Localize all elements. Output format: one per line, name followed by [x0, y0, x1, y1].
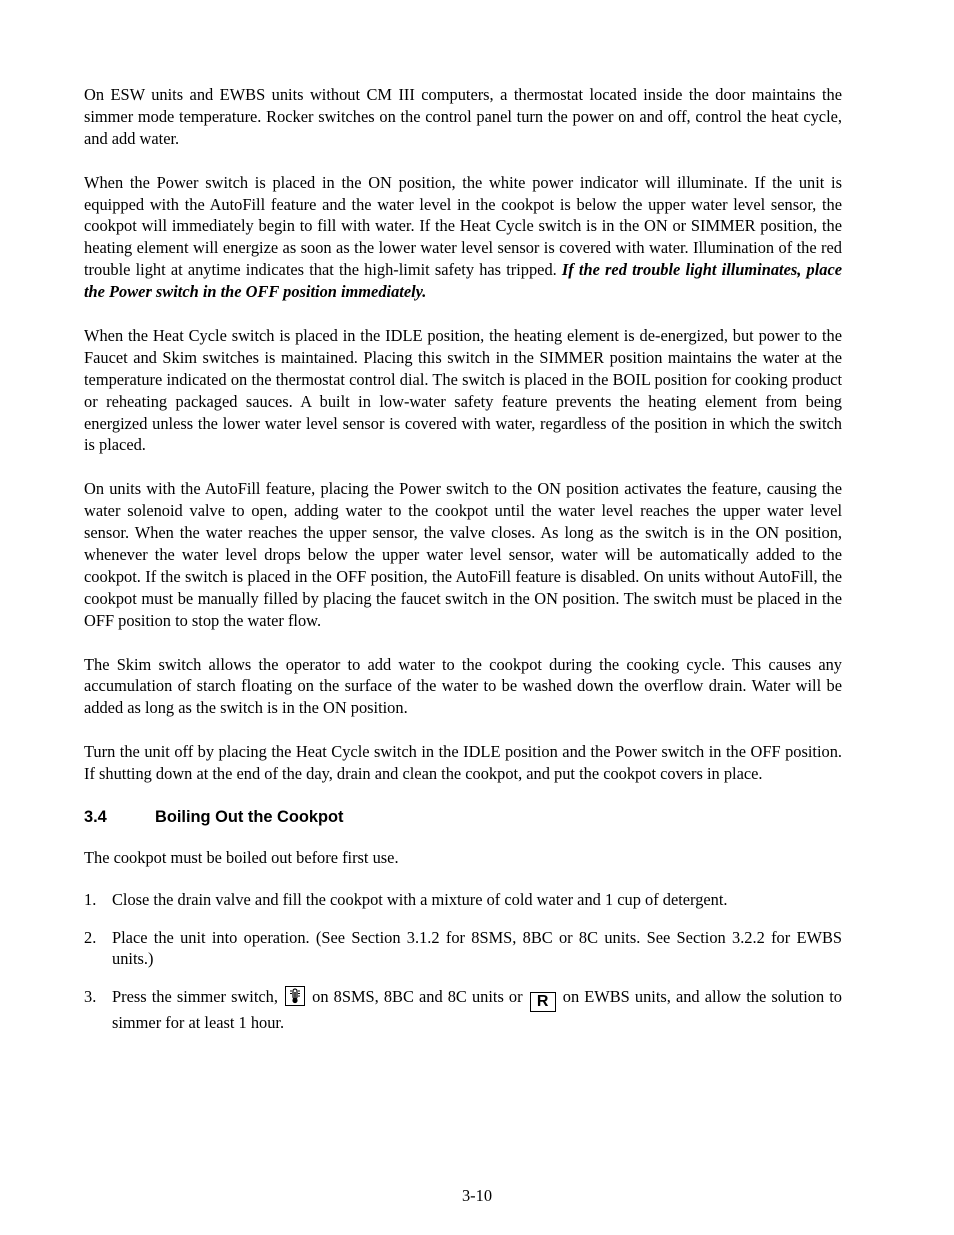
step-text-c: on EWBS units, and allow the solution to simmer for at least 1 hour.: [112, 987, 843, 1033]
paragraph-turn-off: Turn the unit off by placing the Heat Cycle switch in the IDLE position and the Power switch in the OFF position. If shutting down at the end of the day, drain and clean the cookpot, and put the cookpot covers in place.: [84, 742, 842, 784]
step-text: Place the unit into operation. (See Section 3.1.2 for 8SMS, 8BC or 8C units. See Section 3.2.2 for EWBS units.): [112, 927, 842, 969]
section-title: Boiling Out the Cookpot: [155, 807, 344, 826]
paragraph-heat-cycle: When the Heat Cycle switch is placed in the IDLE position, the heating element is de-energized, but power to the Faucet and Skim switches is maintained. Placing this switch in the SIMMER position maintains the water at the temperature indicated on the thermostat control dial. The switch is placed in the BOIL position for cooking product or reheating packaged sauces. A built in low-water safety feature prevents the heating element from being energized unless the lower water level sensor is covered with water, regardless of the position in which the switch is placed.: [84, 325, 842, 455]
document-page: [84, 84, 842, 1050]
steps-list: [84, 889, 842, 1035]
step-text: Close the drain valve and fill the cookpot with a mixture of cold water and 1 cup of detergent.: [112, 889, 728, 909]
step-text-a: Press the simmer switch,: [112, 987, 284, 1007]
paragraph-autofill: On units with the AutoFill feature, placing the Power switch to the ON position activates the feature, causing the water solenoid valve to open, adding water to the cookpot until the water level reaches the upper water level sensor. When the water reaches the upper sensor, the valve closes. As long as the switch is in the ON position, whenever the water level drops below the upper water level sensor, water will be automatically added to the cookpot. If the switch is placed in the OFF position, the AutoFill feature is disabled. On units without AutoFill, the cookpot must be manually filled by placing the faucet switch in the ON position. The switch must be placed in the OFF position to stop the water flow.: [84, 479, 842, 630]
step-number: 2.: [84, 927, 97, 947]
step-number: 1.: [84, 889, 97, 909]
page-number: 3-10: [461, 1186, 493, 1205]
list-item: [84, 986, 842, 1034]
list-item: [84, 927, 842, 971]
paragraph-power-switch-text: When the Power switch is placed in the ON position, the white power indicator will illuminate. If the unit is equipped with the AutoFill feature and the water level in the cookpot is below the upper water level sensor, the cookpot will immediately begin to fill with water. If the Heat Cycle switch is in the ON or SIMMER position, the heating element will energize as soon as the lower water level sensor is covered with water. Illumination of the red trouble light at anytime indicates that the high-limit safety has tripped.: [84, 172, 842, 280]
thermometer-icon: [285, 986, 305, 1006]
section-number: 3.4: [84, 807, 107, 826]
paragraph-skim: The Skim switch allows the operator to add water to the cookpot during the cooking cycle. This causes any accumulation of starch floating on the surface of the water to be washed down the overflow drain. Water will be added as long as the switch is in the ON position.: [84, 654, 842, 718]
warning-text: If the red trouble light illuminates, place the Power switch in the OFF position immediately.: [84, 260, 843, 302]
step-number: 3.: [84, 987, 97, 1007]
list-item: [84, 889, 842, 911]
r-key-icon: R: [530, 992, 556, 1012]
section-intro: The cookpot must be boiled out before first use.: [84, 847, 399, 867]
section-heading: [84, 807, 842, 829]
step-text-b: on 8SMS, 8BC and 8C units or: [307, 987, 528, 1007]
paragraph-power-switch: [84, 172, 842, 303]
paragraph-thermostat: On ESW units and EWBS units without CM III computers, a thermostat located inside the door maintains the simmer mode temperature. Rocker switches on the control panel turn the power on and off, control the heat cycle, and add water.: [84, 85, 842, 148]
